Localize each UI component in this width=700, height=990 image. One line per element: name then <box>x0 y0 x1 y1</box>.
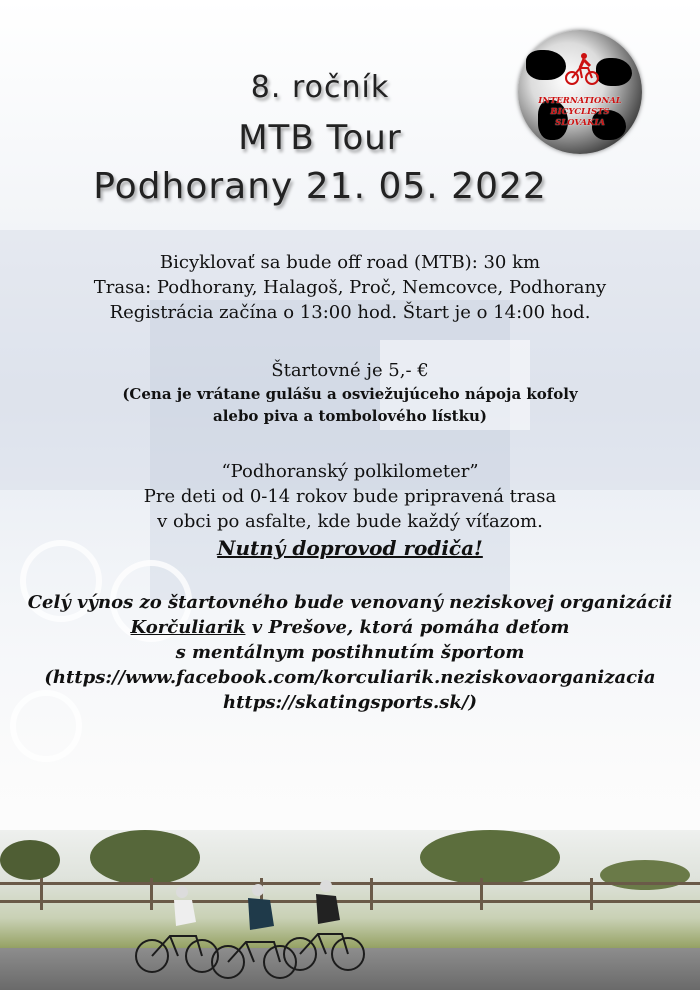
event-details <box>0 250 700 715</box>
distance-text: Bicyklovať sa bude off road (MTB): 30 km <box>159 252 541 273</box>
website-link[interactable]: https://skatingsports.sk/) <box>223 692 477 713</box>
edition-title: 8. ročník <box>250 70 390 105</box>
tree-icon <box>0 840 60 880</box>
cyclist-icon <box>564 50 600 86</box>
event-date: Podhorany 21. 05. 2022 <box>93 166 547 207</box>
charity-line2: Korčuliarik v Prešove, ktorá pomáha deťom <box>130 617 570 638</box>
facebook-link[interactable]: (https://www.facebook.com/korculiarik.neziskovaorganizacia <box>44 667 656 688</box>
fee-note-line2: alebo piva a tombolového lístku) <box>212 407 488 425</box>
fee-note-line1: (Cena je vrátane gulášu a osviežujúceho nápoja kofoly <box>122 385 578 403</box>
charity-line1: Celý výnos zo štartovného bude venovaný neziskovej organizácii <box>27 592 673 613</box>
logo-text: INTERNATIONAL BICYCLISTS SLOVAKIA <box>538 96 622 128</box>
cyclists-photo <box>0 830 700 990</box>
kids-race-title: “Podhoranský polkilometer” <box>221 461 479 482</box>
charity-block <box>0 590 700 715</box>
event-title: MTB Tour <box>238 118 402 158</box>
registration-text: Registrácia začína o 13:00 hod. Štart je o 14:00 hod. <box>109 302 591 323</box>
parent-note: Nutný doprovod rodiča! <box>217 536 483 560</box>
tree-icon <box>600 860 690 890</box>
kids-race-line1: Pre deti od 0-14 rokov bude pripravená trasa <box>143 486 557 507</box>
globe-cyclist-icon <box>518 30 642 154</box>
route-text: Trasa: Podhorany, Halagoš, Proč, Nemcovce, Podhorany <box>93 277 607 298</box>
kids-race-line2: v obci po asfalte, kde bude každý víťazom. <box>157 511 543 532</box>
fee-text: Štartovné je 5,- € <box>271 360 429 381</box>
tree-icon <box>420 830 560 885</box>
org-name: Korčuliarik <box>130 617 246 638</box>
cyclists-icon <box>130 870 370 980</box>
charity-line3: s mentálnym postihnutím športom <box>175 642 525 663</box>
